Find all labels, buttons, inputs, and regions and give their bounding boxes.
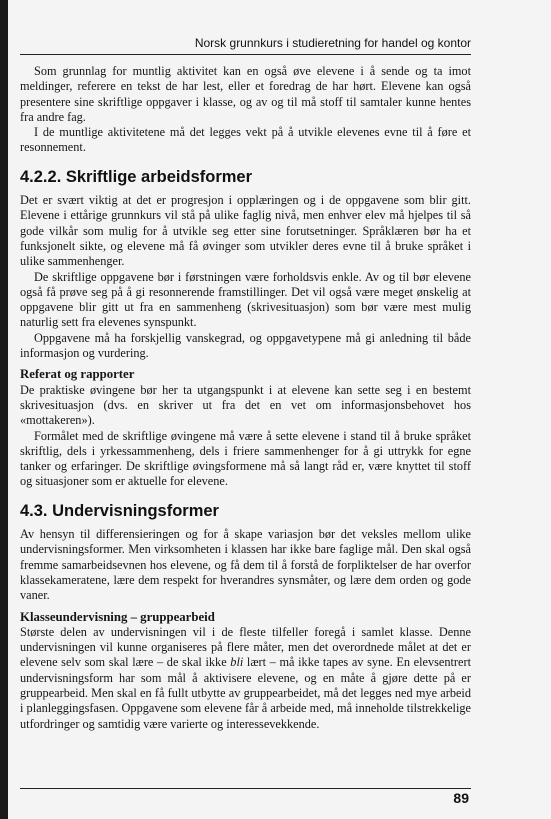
- footer-rule: [20, 788, 471, 789]
- paragraph: [20, 625, 471, 732]
- paragraph: Det er svært viktig at det er progresjon i opplæringen og i de oppgavene som blir gitt. Elevene i ettårige grunnkurs vil stå på ulike faglig nivå, men enhver elev må hjelpes til så gode vilkår som mulig for å utvikle seg etter sine forutsetninger. Språklæren bør ha et funksjonelt sikte, og elevene må få øvinger som utvikler deres evne til å bruke språket i ulike sammenhenger.: [20, 193, 471, 269]
- paragraph: De skriftlige oppgavene bør i førstningen være forholdsvis enkle. Av og til bør elevene også få prøve seg på å gi resonnerende framstillinger. Det vil også være meget ønskelig at oppgavene blir gitt ut fra en sammenheng (skrivesituasjon) som bør være mest mulig naturlig sett fra elevenes synspunkt.: [20, 269, 471, 330]
- page-edge-shadow: [0, 0, 8, 819]
- paragraph: Oppgavene må ha forskjellig vanskegrad, og oppgavetypene må gi anledning til både informasjon og vurdering.: [20, 330, 471, 361]
- page-body: [20, 64, 471, 732]
- paragraph: I de muntlige aktivitetene må det legges vekt på å utvikle elevenes evne til å føre et resonnement.: [20, 125, 471, 155]
- paragraph-text: lært – må ikke tapes av syne. En elevsentrert undervisningsform har som mål å aktivisere elevene, og en måte å gjøre dette på er gruppearbeid. Men skal en få fullt utbytte av gruppearbeidet, må det legges ned mye arbeid i planleggingsfasen. Oppgavene som elevene får å arbeide med, må inneholde tilstrekkelige utfordringer og samtidig være varierte og interessevekkende.: [20, 655, 471, 731]
- paragraph: Som grunnlag for muntlig aktivitet kan en også øve elevene i å sende og ta imot meldinger, referere en tekst de har lest, eller et foredrag de har hørt. Elevene kan også presentere sine skriftlige oppgaver i klasse, og av og til må stoff til samtaler kunne hentes fra andre fag.: [20, 64, 471, 124]
- running-header: Norsk grunnkurs i studieretning for handel og kontor: [194, 36, 471, 50]
- subheading: Referat og rapporter: [20, 367, 135, 382]
- paragraph-text: Største delen av undervisningen vil i de fleste tilfeller foregå i samlet klasse. Denne undervisningen vil kunne organiseres på flere måter, men det overordnede målet at det er elevene selv som skal lære – de skal ikke: [20, 624, 471, 670]
- paragraph: Formålet med de skriftlige øvingene må være å sette elevene i stand til å bruke språket skriftlig, dels i yrkessammenheng, dels i friere sammenhenger for å gi uttrykk for egne tanker og erfaringer. De skriftlige øvingsformene må så langt råd er, være knyttet til stoff og situasjoner som er aktuelle for elevene.: [20, 428, 471, 489]
- paragraph: Av hensyn til differensieringen og for å skape variasjon bør det veksles mellom ulike undervisningsformer. Men virksomheten i klassen har ikke bare faglige mål. Den skal også fremme samarbeidsevnen hos elevene, og få dem til å forstå de forpliktelser de har overfor klassekameratene, lære dem respekt for hverandres synsmåter, og lære dem orden og gode vaner.: [20, 527, 471, 603]
- emphasis-text: bli: [230, 655, 244, 670]
- section-heading: 4.2.2. Skriftlige arbeidsformer: [20, 167, 253, 186]
- section-heading: 4.3. Undervisningsformer: [20, 501, 219, 520]
- header-rule: [20, 54, 471, 55]
- paragraph: De praktiske øvingene bør her ta utgangspunkt i at elevene kan sette seg i en bestemt skrivesituasjon (dvs. en skriver ut fra det en vet om informasjonsbehovet hos «mottakeren»).: [20, 382, 471, 428]
- subheading: Klasseundervisning – gruppearbeid: [20, 609, 215, 624]
- page-number: 89: [453, 790, 469, 806]
